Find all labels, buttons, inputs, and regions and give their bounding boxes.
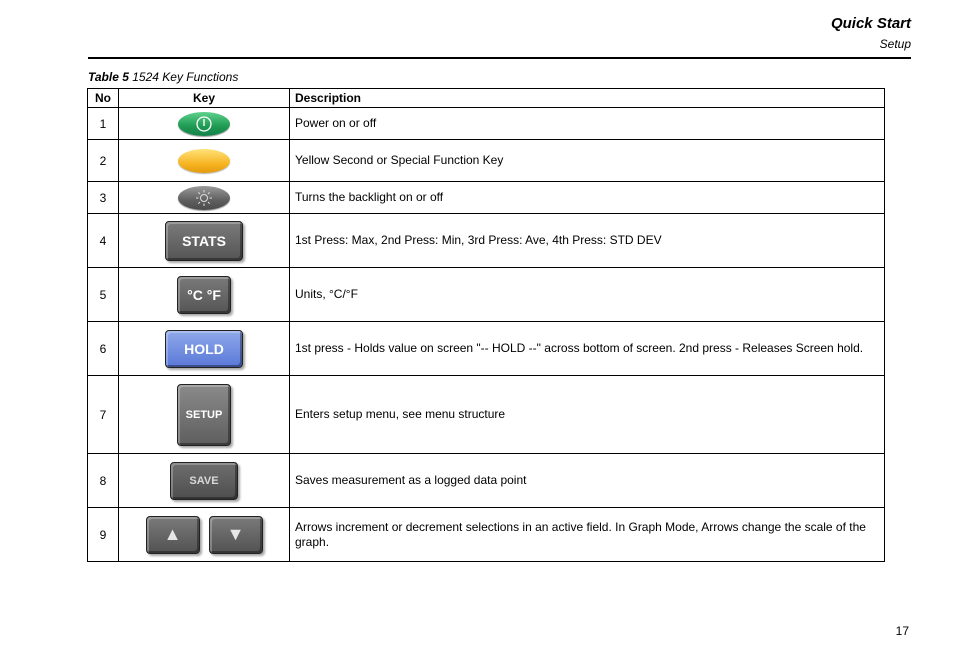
key-cell <box>119 322 290 376</box>
page-number: 17 <box>895 624 909 638</box>
column-header-no: No <box>88 89 119 108</box>
row-number: 8 <box>88 454 119 508</box>
key-description: 1st Press: Max, 2nd Press: Min, 3rd Press: Ave, 4th Press: STD DEV <box>290 214 885 268</box>
column-header-key: Key <box>119 89 290 108</box>
row-number: 4 <box>88 214 119 268</box>
row-number: 9 <box>88 508 119 562</box>
key-description: 1st press - Holds value on screen "-- HOLD --" across bottom of screen. 2nd press - Releases Screen hold. <box>290 322 885 376</box>
setup-key-icon: SETUP <box>177 384 231 446</box>
table-row <box>88 140 885 182</box>
table-caption <box>88 70 238 84</box>
table-row <box>88 214 885 268</box>
backlight-key-icon <box>178 186 230 210</box>
key-description: Units, °C/°F <box>290 268 885 322</box>
row-number: 5 <box>88 268 119 322</box>
key-description: Power on or off <box>290 108 885 140</box>
column-header-description: Description <box>290 89 885 108</box>
key-cell <box>119 376 290 454</box>
key-cell <box>119 214 290 268</box>
table-row <box>88 454 885 508</box>
key-description: Arrows increment or decrement selections in an active field. In Graph Mode, Arrows change the scale of the graph. <box>290 508 885 562</box>
key-cell <box>119 268 290 322</box>
row-number: 6 <box>88 322 119 376</box>
row-number: 1 <box>88 108 119 140</box>
table-header-row <box>88 89 885 108</box>
key-cell <box>119 108 290 140</box>
key-description: Yellow Second or Special Function Key <box>290 140 885 182</box>
key-cell <box>119 508 290 562</box>
key-description: Enters setup menu, see menu structure <box>290 376 885 454</box>
table-row <box>88 376 885 454</box>
power-symbol-icon <box>195 115 213 133</box>
key-cell <box>119 182 290 214</box>
table-row <box>88 508 885 562</box>
arrow-up-key-icon: ▲ <box>146 516 200 554</box>
arrow-down-key-icon: ▼ <box>209 516 263 554</box>
key-description: Saves measurement as a logged data point <box>290 454 885 508</box>
key-description: Turns the backlight on or off <box>290 182 885 214</box>
row-number: 2 <box>88 140 119 182</box>
save-key-icon: SAVE <box>170 462 238 500</box>
table-caption-text: 1524 Key Functions <box>132 70 239 84</box>
power-key-icon <box>178 112 230 136</box>
stats-key-icon: STATS <box>165 221 243 261</box>
key-cell <box>119 140 290 182</box>
yellow-function-key-icon <box>178 149 230 173</box>
table-row <box>88 182 885 214</box>
temperature-units-key-icon: °C °F <box>177 276 231 314</box>
table-caption-label: Table 5 <box>88 70 129 84</box>
table-row <box>88 108 885 140</box>
key-cell <box>119 454 290 508</box>
header-rule <box>88 57 911 59</box>
table-row <box>88 268 885 322</box>
hold-key-icon: HOLD <box>165 330 243 368</box>
row-number: 7 <box>88 376 119 454</box>
sun-icon <box>195 189 213 207</box>
section-title: Quick Start <box>830 15 911 32</box>
section-subtitle: Setup <box>879 37 911 51</box>
table-row <box>88 322 885 376</box>
key-functions-table <box>87 88 885 562</box>
row-number: 3 <box>88 182 119 214</box>
